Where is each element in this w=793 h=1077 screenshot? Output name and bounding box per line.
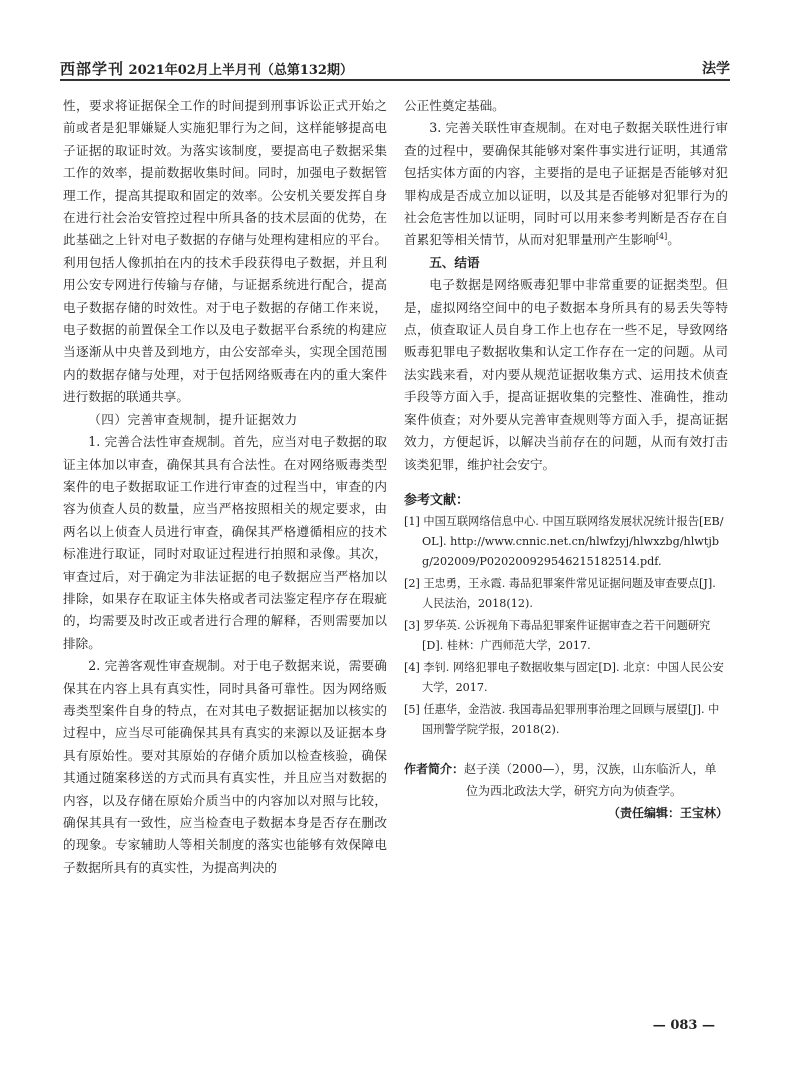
paragraph: 公正性奠定基础。 <box>404 98 505 113</box>
citation-marker: [4] <box>655 232 668 242</box>
paragraph: 电子数据是网络贩毒犯罪中非常重要的证据类型。但是，虚拟网络空间中的电子数据本身所具有的易丢失等特点，侦查取证人员自身工作上也存在一些不足，导致网络贩毒犯罪电子数据收集和认定工作存在一定的问题。从司法实践来看，对内要从规范证据收集方式、运用技术侦查手段等方面入手，提高证据收集的完整性、准确性，推动案件侦查；对外要从完善审查规则等方面入手，提高证据效力，方便起诉，以解决当前存在的问题，从而有效打击该类犯罪，维护社会安宁。 <box>404 277 728 472</box>
issue-info: 2021年02月上半月刊（总第132期） <box>128 63 353 78</box>
references-title: 参考文献： <box>404 492 470 508</box>
header-rule <box>60 79 730 81</box>
author-bio-label: 作者简介： <box>404 761 465 776</box>
page-number: — 083 — <box>652 1018 715 1033</box>
paragraph: 性，要求将证据保全工作的时间提到刑事诉讼正式开始之前或者是犯罪嫌疑人实施犯罪行为之间，这样能够提高电子证据的取证时效。为落实该制度，要提高电子数据采集工作的效率，提前数据收集时间。同时，加强电子数据管理工作，提高其提取和固定的效率。公安机关要发挥自身在进行社会治安管控过程中所具备的技术层面的优势，在此基础之上针对电子数据的存储与处理构建相应的平台。利用包括人像抓拍在内的技术手段获得电子数据，并且利用公安专网进行传输与存储，与证据系统进行配合，提高电子数据存储的时效性。对于电子数据的存储工作来说，电子数据的前置保全工作以及电子数据平台系统的构建应当逐渐从中央普及到地方，由公安部牵头，实现全国范围内的数据存储与处理，对于包括网络贩毒在内的重大案件进行数据的联通共享。 <box>63 98 387 405</box>
right-column <box>404 95 728 824</box>
paragraph-text: 3. 完善关联性审查规制。在对电子数据关联性进行审查的过程中，要确保其能够对案件事实进行证明，其通常包括实体方面的内容，主要指的是电子证据是否能够对犯罪构成是否成立加以证明，以及其是否能够对犯罪行为的社会危害性加以证明，同时可以用来参考判断是否存在自首累犯等相关情节，从而对犯罪量刑产生影响 <box>404 120 728 248</box>
reference-item: [1] 中国互联网络信息中心. 中国互联网络发展状况统计报告[EB/OL]. http://www.cnnic.net.cn/hlwfzyj/hlwxzbg/hlwtjbg/202009/P020200929546215182514.pdf. <box>404 514 724 568</box>
journal-masthead: 西部学刊 <box>60 60 125 78</box>
author-bio <box>404 758 728 802</box>
reference-item: [3] 罗华英. 公诉视角下毒品犯罪案件证据审查之若干问题研究[D]. 桂林：广西师范大学，2017. <box>404 618 711 652</box>
responsible-editor: （责任编辑：王宝林） <box>607 805 728 820</box>
subsection-heading: （四）完善审查规制，提升证据效力 <box>88 411 298 427</box>
paragraph-tail: 。 <box>667 232 680 248</box>
paragraph: 1. 完善合法性审查规制。首先，应当对电子数据的取证主体加以审查，确保其具有合法性。在对网络贩毒类型案件的电子数据取证工作进行审查的过程当中，审查的内容为侦查人员的数量，应当严格按照相关的规定要求，由两名以上侦查人员进行审查，确保其严格遵循相应的技术标准进行取证，同时对取证过程进行拍照和录像。其次，审查过后，对于确定为非法证据的电子数据应当严格加以排除，如果存在取证主体失格或者司法鉴定程序存在瑕疵的，均需要及时改正或者进行合理的解释，否则需要加以排除。 <box>63 434 387 651</box>
reference-item: [2] 王忠勇，王永霞. 毒品犯罪案件常见证据问题及审查要点[J]. 人民法治，2018(12). <box>404 576 716 610</box>
paragraph: 2. 完善客观性审查规制。对于电子数据来说，需要确保其在内容上具有真实性，同时具备可靠性。因为网络贩毒类型案件自身的特点，在对其电子数据证据加以核实的过程中，应当尽可能确保其具有真实的来源以及证据本身具有原始性。要对其原始的存储介质加以检查核验，确保其通过随案移送的方式而具有真实性，并且应当对数据的内容，以及存储在原始介质当中的内容加以对照与比较，确保其具有一致性，应当检查电子数据本身是否存在删改的现象。专家辅助人等相关制度的落实也能够有效保障电子数据所具有的真实性，为提高判决的 <box>63 658 387 875</box>
author-bio-text: 赵子渼（2000—），男，汉族，山东临沂人，单位为西北政法大学，研究方向为侦查学。 <box>464 761 717 798</box>
section-label: 法学 <box>702 61 730 77</box>
header-left <box>60 58 353 79</box>
reference-item: [5] 任惠华，金浩波. 我国毒品犯罪刑事治理之回顾与展望[J]. 中国刑警学院学报，2018(2). <box>404 702 720 736</box>
reference-item: [4] 李钊. 网络犯罪电子数据收集与固定[D]. 北京：中国人民公安大学，2017. <box>404 660 724 694</box>
left-column <box>63 95 387 879</box>
running-header <box>60 55 730 81</box>
section-heading: 五、结语 <box>429 254 480 270</box>
paragraph <box>404 117 728 251</box>
